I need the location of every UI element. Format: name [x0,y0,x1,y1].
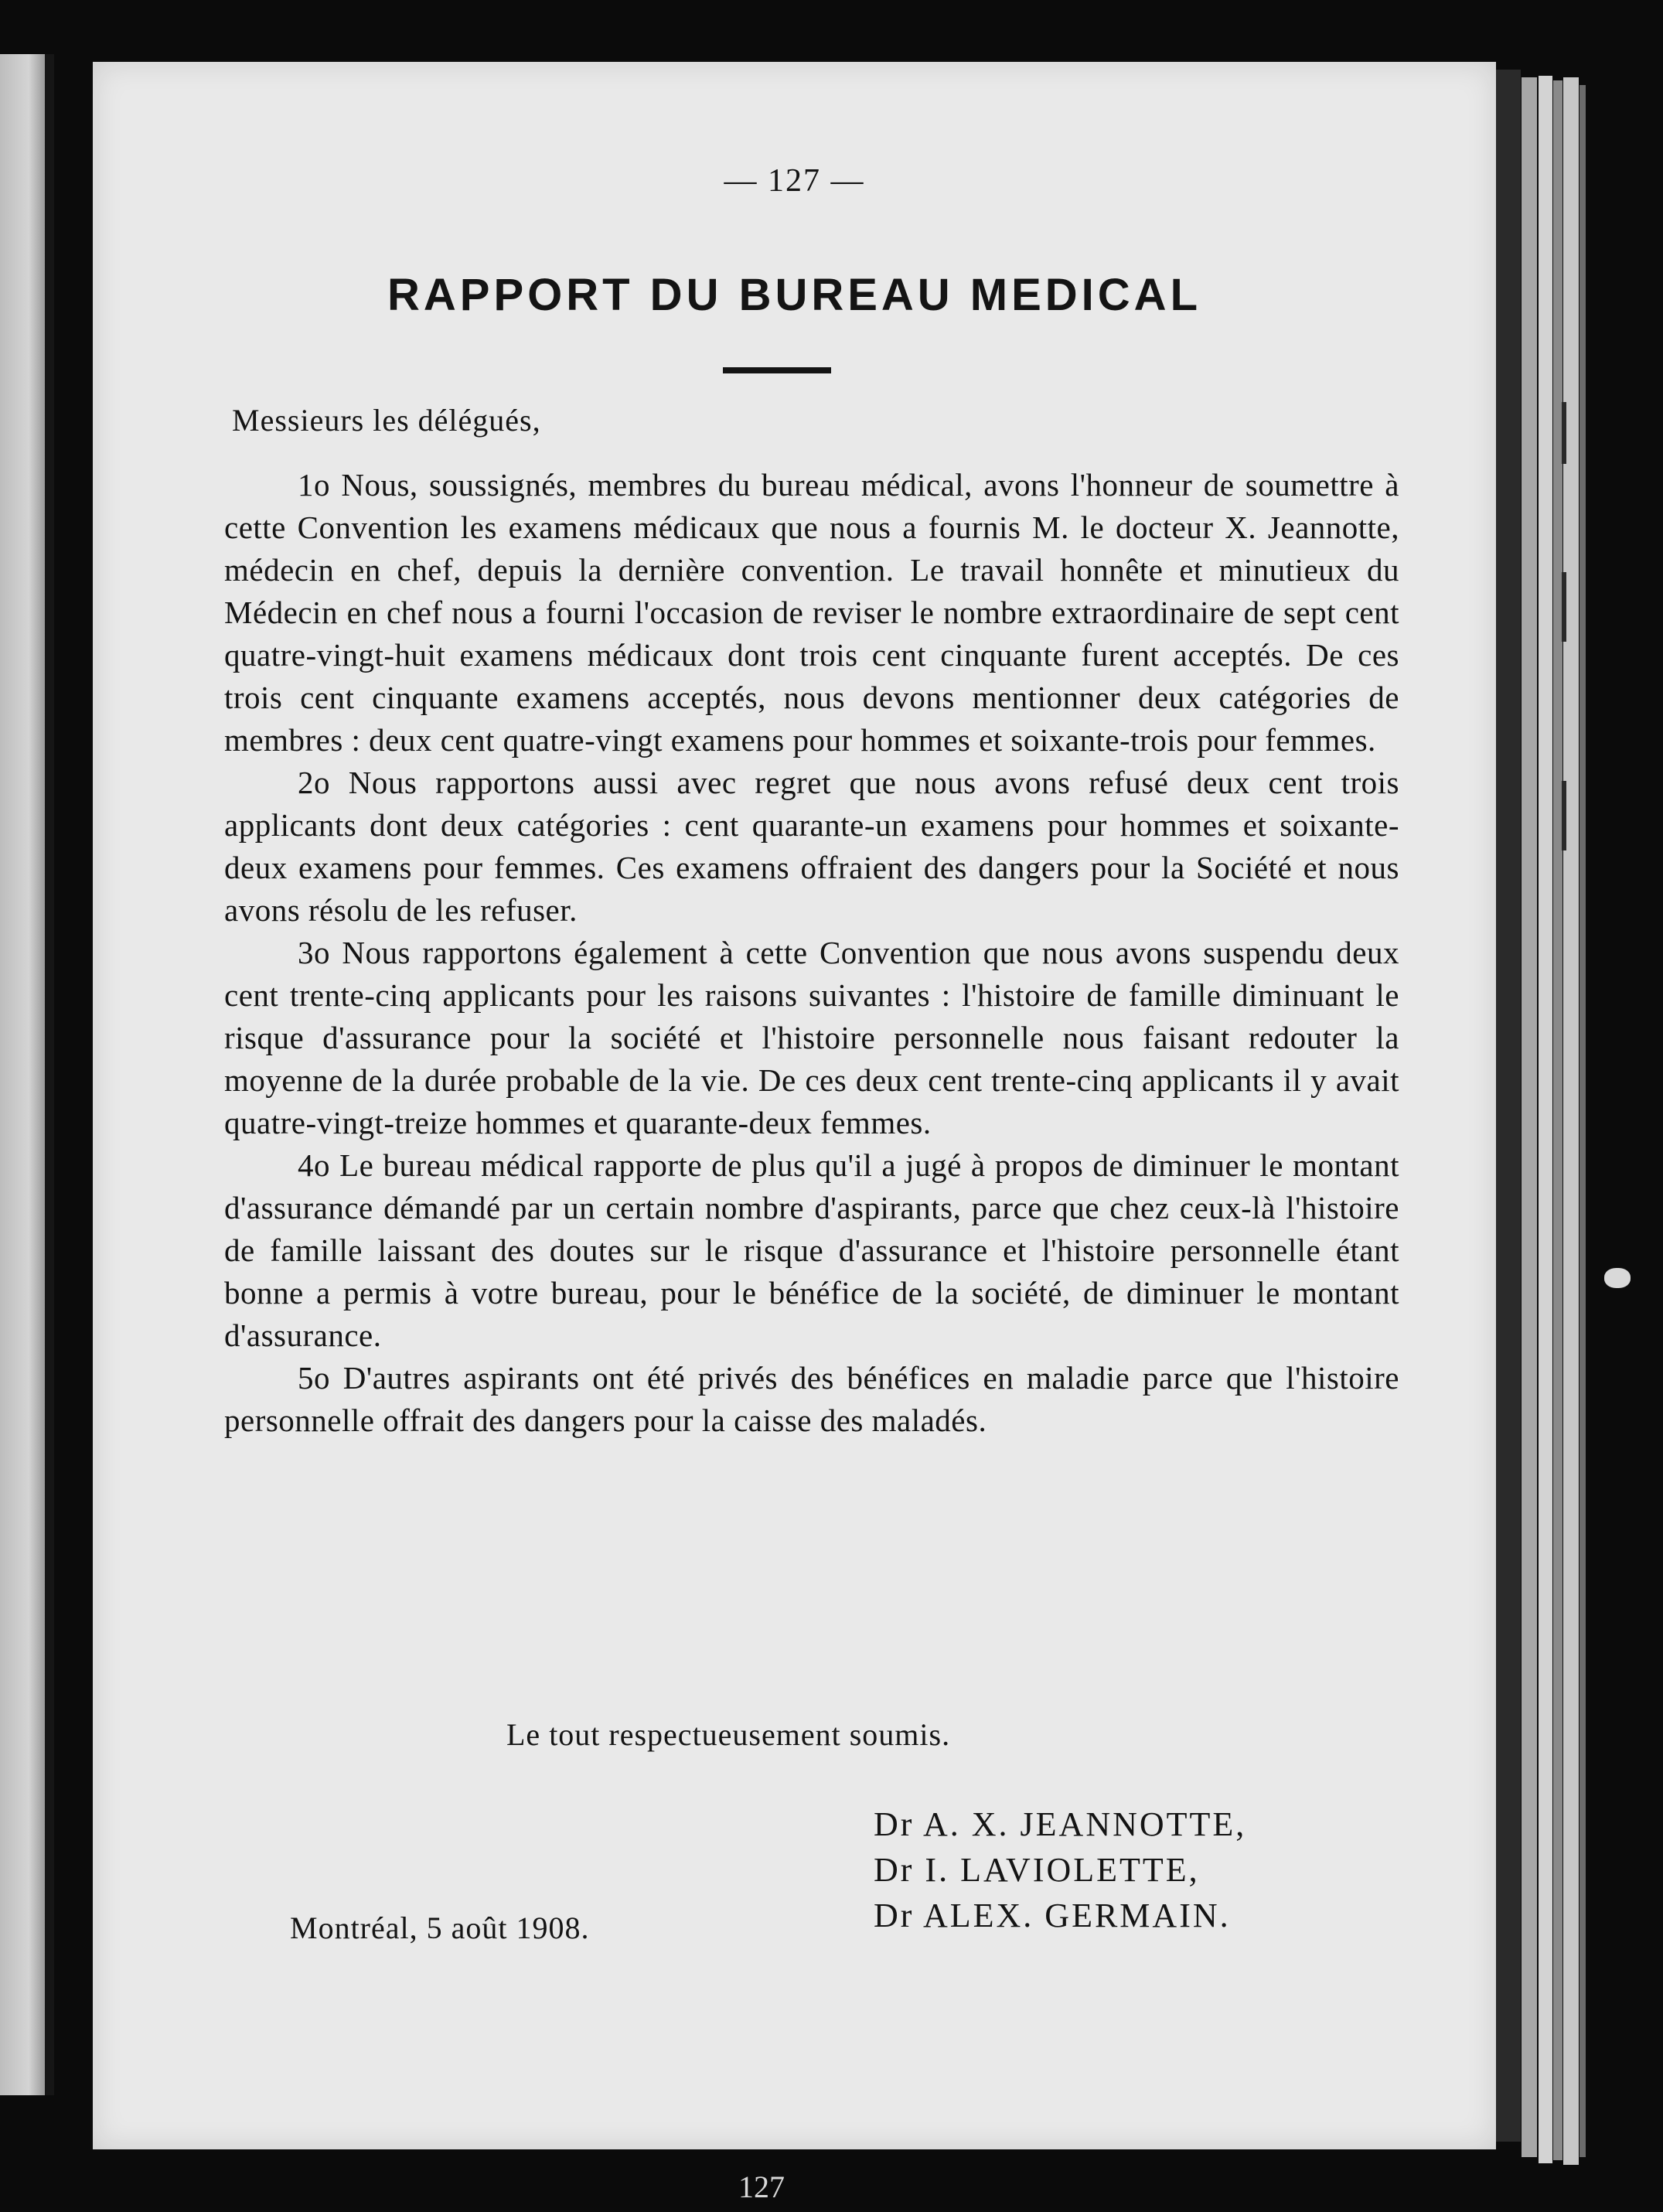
signature-line: Dr I. LAVIOLETTE, [874,1851,1200,1889]
book-page-stack [1522,77,1537,2157]
book-page-stack [1539,76,1552,2163]
page-edge-shadow [1496,70,1521,2142]
salutation: Messieurs les délégués, [232,403,541,438]
paragraph-3: 3o Nous rapportons également à cette Convention que nous avons suspendu deux cent trente-cinq applicants pour les raisons suivantes : l'histoire de famille diminuant le risque d'assurance pour la société et l'histoire personnelle nous faisant redouter la moyenne de la durée probable de la vie. De ces deux cent trente-cinq applicants il y avait quatre-vingt-treize hommes et quarante-deux femmes. [224,935,1399,1140]
report-body [224,464,1399,1442]
edge-mark [1562,781,1566,850]
paragraph-1: 1o Nous, soussignés, membres du bureau médical, avons l'honneur de soumettre à cette Convention les examens médicaux que nous a fournis M. le docteur X. Jeannotte, médecin en chef, depuis la dernière convention. Le travail honnête et minutieux du Médecin en chef nous a fourni l'occasion de reviser le nombre extraordinaire de sept cent quatre-vingt-huit examens médicaux dont trois cent cinquante furent acceptés. De ces trois cent cinquante examens acceptés, nous devons mentionner deux catégories de membres : deux cent quatre-vingt examens pour hommes et soixante-trois pour femmes. [224,467,1399,758]
book-page-stack [1580,85,1586,2157]
previous-page-edge [0,54,48,2095]
edge-mark [1562,572,1566,642]
page-gutter [45,54,54,2095]
bottom-page-mark: 127 [738,2169,785,2204]
title-rule-divider [723,367,831,373]
signature-block [874,1801,1246,1938]
book-page-stack [1553,80,1562,2160]
edge-mark [1562,402,1566,464]
signature-line: Dr A. X. JEANNOTTE, [874,1805,1247,1843]
place-date: Montréal, 5 août 1908. [290,1910,590,1945]
signature-line: Dr ALEX. GERMAIN. [874,1897,1231,1934]
scan-spot [1604,1268,1631,1288]
paragraph-2: 2o Nous rapportons aussi avec regret que nous avons refusé deux cent trois applicants dont deux catégories : cent quarante-un examens pour hommes et soixante-deux examens pour femmes. Ces examens offraient des dangers pour la Société et nous avons résolu de les refuser. [224,765,1399,928]
page-number: — 127 — [724,163,865,199]
page-title: RAPPORT DU BUREAU MEDICAL [387,270,1201,320]
document-page [93,62,1496,2149]
paragraph-4: 4o Le bureau médical rapporte de plus qu'il a jugé à propos de diminuer le montant d'assurance démandé par un certain nombre d'aspirants, parce que chez ceux-là l'histoire de famille laissant des doutes sur le risque d'assurance et l'histoire personnelle étant bonne a permis à votre bureau, pour le bénéfice de la société, de diminuer le montant d'assurance. [224,1147,1399,1353]
book-page-stack [1563,77,1579,2165]
closing-line: Le tout respectueusement soumis. [506,1717,951,1752]
paragraph-5: 5o D'autres aspirants ont été privés des bénéfices en maladie parce que l'histoire personnelle offrait des dangers pour la caisse des maladés. [224,1360,1399,1438]
